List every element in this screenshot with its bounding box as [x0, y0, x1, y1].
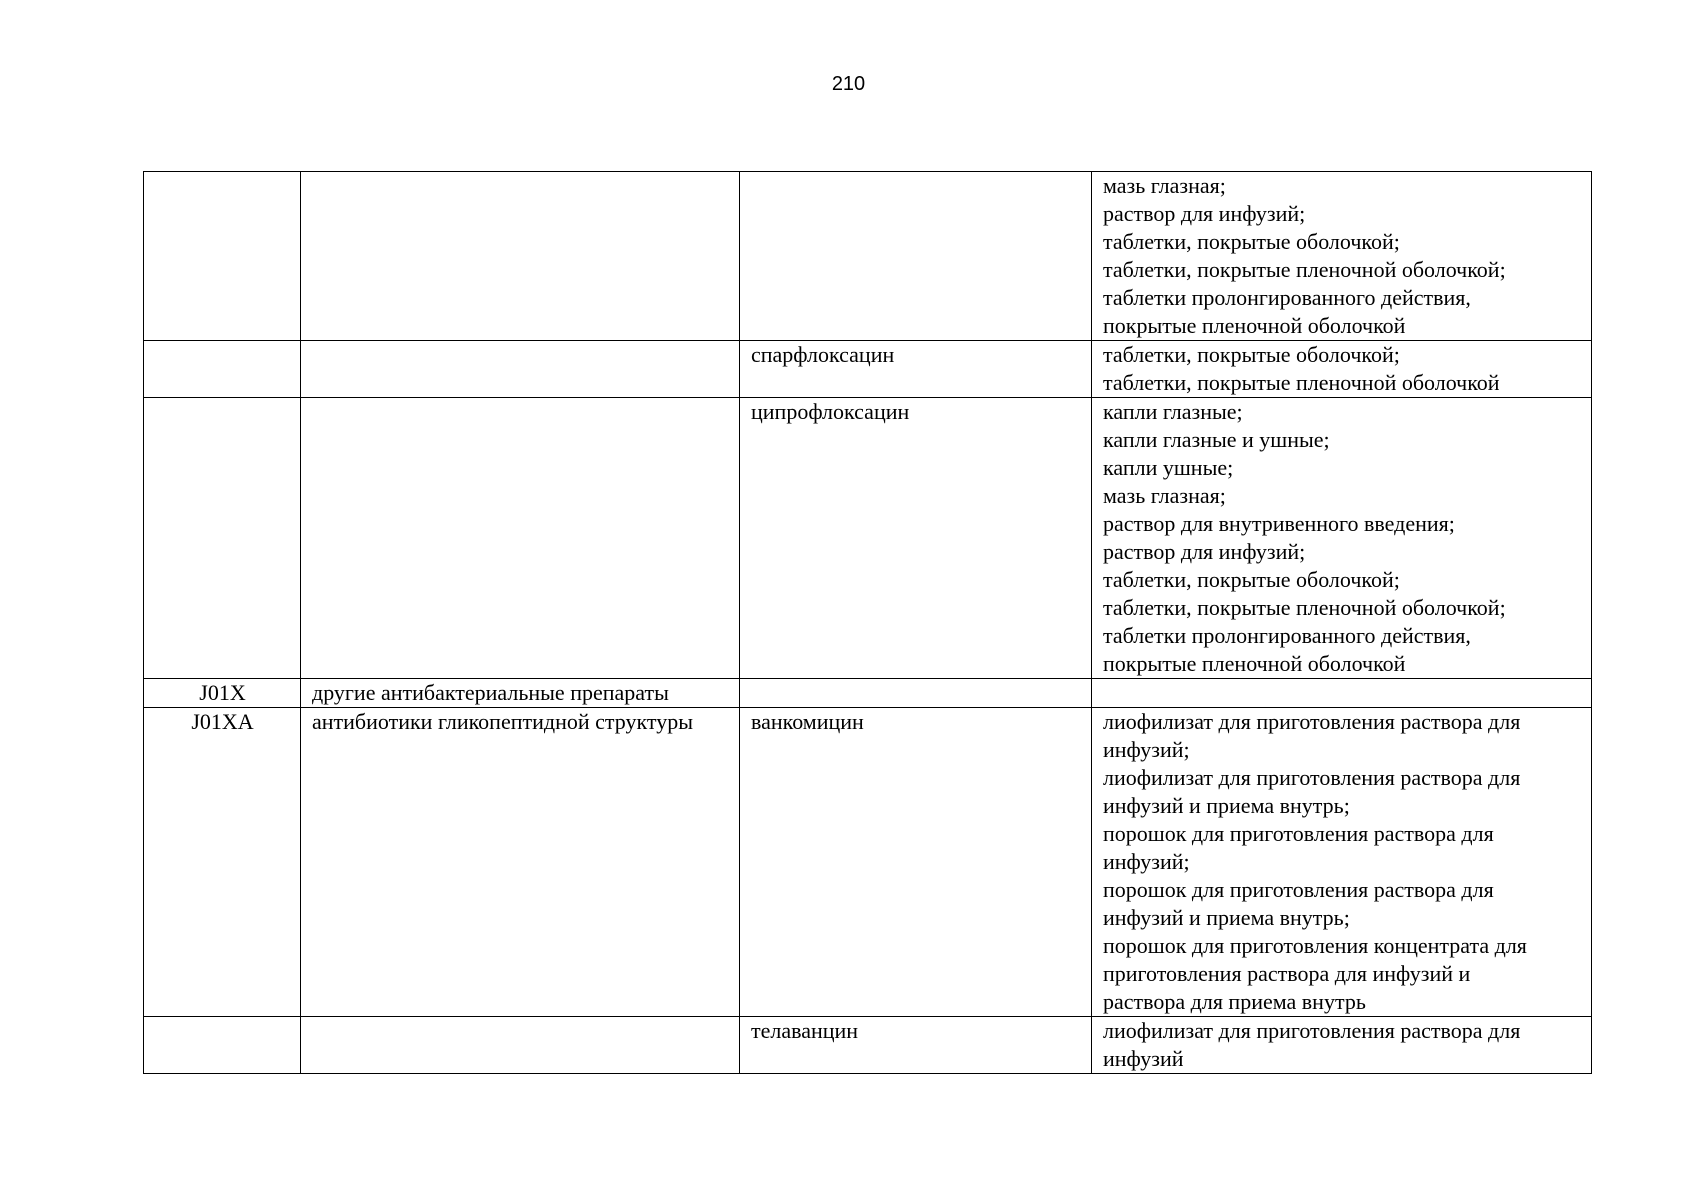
dosage-form-line: порошок для приготовления раствора для	[1103, 877, 1494, 902]
drug-name-cell	[740, 172, 1092, 341]
dosage-form-line: мазь глазная;	[1103, 173, 1226, 198]
dosage-form-line: капли глазные;	[1103, 399, 1243, 424]
dosage-form-line: таблетки, покрытые оболочкой;	[1103, 342, 1400, 367]
atc-code-cell	[144, 172, 301, 341]
dosage-form-line: мазь глазная;	[1103, 483, 1226, 508]
dosage-forms-cell	[1092, 708, 1592, 1017]
pharmacological-group-text: другие антибактериальные препараты	[312, 680, 669, 705]
dosage-form-line: инфузий и приема внутрь;	[1103, 905, 1350, 930]
dosage-forms-cell	[1092, 679, 1592, 708]
pharmacological-group-text: антибиотики гликопептидной структуры	[312, 709, 693, 734]
dosage-form-line: раствор для инфузий;	[1103, 201, 1306, 226]
dosage-forms-cell	[1092, 341, 1592, 398]
dosage-form-line: капли ушные;	[1103, 455, 1234, 480]
dosage-form-line: инфузий;	[1103, 737, 1190, 762]
table-row	[144, 708, 1592, 1017]
table-row	[144, 679, 1592, 708]
drug-name-cell	[740, 679, 1092, 708]
drug-name-cell: телаванцин	[740, 1017, 1092, 1074]
table-row	[144, 341, 1592, 398]
dosage-form-line: порошок для приготовления раствора для	[1103, 821, 1494, 846]
atc-code-cell	[144, 398, 301, 679]
table-body	[144, 172, 1592, 1074]
pharmacological-group-cell	[301, 679, 740, 708]
drug-name-cell: спарфлоксацин	[740, 341, 1092, 398]
atc-code-cell: J01XA	[144, 708, 301, 1017]
atc-code-cell	[144, 341, 301, 398]
dosage-form-line: покрытые пленочной оболочкой	[1103, 313, 1406, 338]
dosage-forms-cell	[1092, 398, 1592, 679]
dosage-form-line: капли глазные и ушные;	[1103, 427, 1330, 452]
atc-code-cell	[144, 1017, 301, 1074]
dosage-forms-cell	[1092, 1017, 1592, 1074]
drug-name-cell: ванкомицин	[740, 708, 1092, 1017]
dosage-form-line: порошок для приготовления концентрата для	[1103, 933, 1527, 958]
dosage-form-line: покрытые пленочной оболочкой	[1103, 651, 1406, 676]
pharmacological-group-cell	[301, 341, 740, 398]
pharmacological-group-cell	[301, 708, 740, 1017]
dosage-form-line: таблетки, покрытые пленочной оболочкой	[1103, 370, 1500, 395]
dosage-form-line: таблетки пролонгированного действия,	[1103, 623, 1471, 648]
atc-code-cell: J01X	[144, 679, 301, 708]
drug-table	[143, 171, 1592, 1074]
pharmacological-group-cell	[301, 398, 740, 679]
dosage-form-line: раствор для инфузий;	[1103, 539, 1306, 564]
table-row	[144, 172, 1592, 341]
dosage-form-line: раствор для внутривенного введения;	[1103, 511, 1455, 536]
drug-name-cell: ципрофлоксацин	[740, 398, 1092, 679]
dosage-form-line: лиофилизат для приготовления раствора для	[1103, 1018, 1521, 1043]
dosage-form-line: инфузий и приема внутрь;	[1103, 793, 1350, 818]
dosage-form-line: лиофилизат для приготовления раствора для	[1103, 709, 1521, 734]
dosage-form-line: таблетки пролонгированного действия,	[1103, 285, 1471, 310]
pharmacological-group-cell	[301, 1017, 740, 1074]
dosage-form-line: приготовления раствора для инфузий и	[1103, 961, 1471, 986]
pharmacological-group-cell	[301, 172, 740, 341]
dosage-form-line: инфузий;	[1103, 849, 1190, 874]
dosage-form-line: таблетки, покрытые пленочной оболочкой;	[1103, 595, 1506, 620]
table-row	[144, 1017, 1592, 1074]
dosage-forms-cell	[1092, 172, 1592, 341]
dosage-form-line: таблетки, покрытые пленочной оболочкой;	[1103, 257, 1506, 282]
table-row	[144, 398, 1592, 679]
page-number: 210	[831, 73, 866, 95]
dosage-form-line: таблетки, покрытые оболочкой;	[1103, 567, 1400, 592]
dosage-form-line: таблетки, покрытые оболочкой;	[1103, 229, 1400, 254]
dosage-form-line: раствора для приема внутрь	[1103, 989, 1366, 1014]
dosage-form-line: инфузий	[1103, 1046, 1184, 1071]
dosage-form-line: лиофилизат для приготовления раствора для	[1103, 765, 1521, 790]
